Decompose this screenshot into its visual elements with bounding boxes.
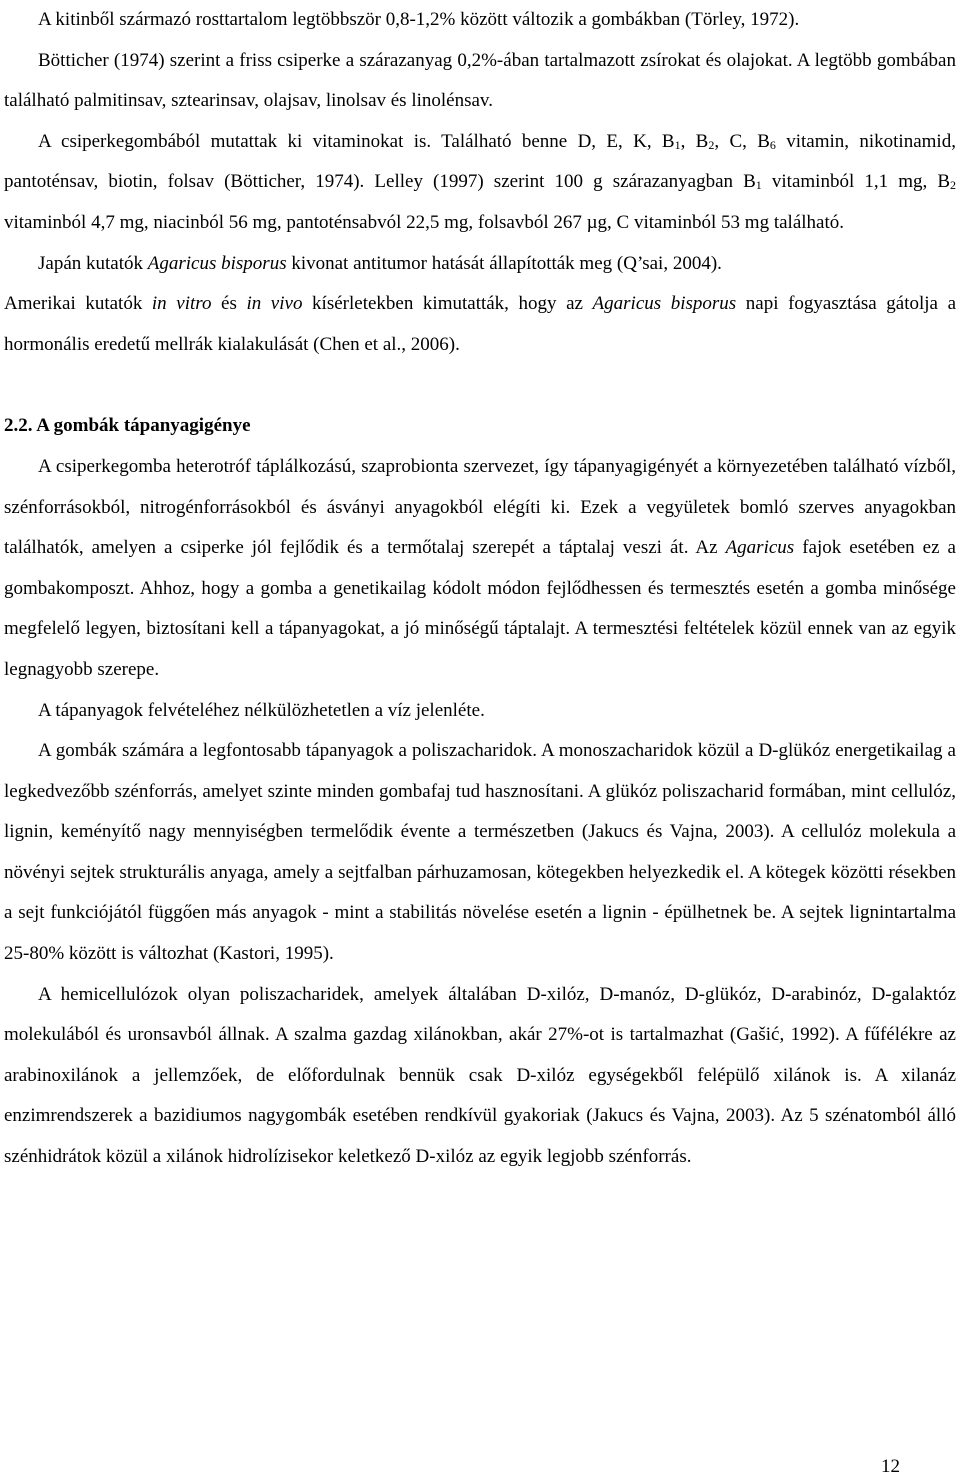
page-number: 12: [881, 1456, 900, 1477]
paragraph-antitumor: [4, 244, 956, 285]
text-run: A csiperkegombából mutattak ki vitaminokat is. Található benne D, E, K, B: [38, 130, 675, 152]
text-run: A csiperkegomba heterotróf táplálkozású, szaprobionta szervezet, így tápanyagigényét a környezetében található vízből, szénforrásokból, nitrogénforrásokból és ásványi anyagokból elégíti ki. Ezek a vegyületek bomló szerves anyagokban találhatók, amelyen a csiperke jól fejlődik és a termőtalaj szerepét a táptalaj veszi át. Az: [4, 455, 956, 559]
subscript: 2: [950, 178, 956, 193]
subscript: 1: [755, 178, 762, 193]
text-run: vitaminból 1,1 mg, B: [761, 171, 950, 193]
section-heading: 2.2. A gombák tápanyagigénye: [4, 415, 251, 437]
paragraph-nutrient-needs: [4, 447, 956, 691]
paragraph-breast-cancer-study: [4, 284, 956, 365]
paragraph-fat-content: Bötticher (1974) szerint a friss csiperke a szárazanyag 0,2%-ában tartalmazott zsírokat és olajokat. A legtöbb gombában található palmitinsav, sztearinsav, olajsav, linolsav és linolénsav.: [4, 49, 956, 112]
italic-term: in vivo: [246, 293, 303, 315]
text-run: Amerikai kutatók: [4, 293, 152, 315]
document-page: [4, 0, 956, 1178]
text-run: , C, B: [714, 130, 770, 152]
text-run: vitaminból 4,7 mg, niacinból 56 mg, pantoténsabvól 22,5 mg, folsavból 267 µg, C vitaminból 53 mg található.: [4, 211, 844, 233]
text-run: és: [211, 293, 247, 315]
italic-species-name: Agaricus bisporus: [592, 293, 737, 315]
paragraph-vitamins: [4, 122, 956, 244]
text-run: kivonat antitumor hatását állapították meg (Q’sai, 2004).: [286, 252, 722, 274]
paragraph-polysaccharides: A gombák számára a legfontosabb tápanyagok a poliszacharidok. A monoszacharidok közül a D-glükóz energetikailag a legkedvezőbb szénforrás, amelyet szinte minden gombafaj tud hasznosítani. A glükóz poliszacharid formában, mint cellulóz, lignin, keményítő nagy mennyiségben termelődik évente a természetben (Jakucs és Vajna, 2003). A cellulóz molekula a növényi sejtek strukturális anyaga, amely a sejtfalban párhuzamosan, kötegekben helyezkedik el. A kötegek közötti résekben a sejt funkciójától függően más anyagok - mint a stabilitás növelése esetén a lignin - épülhetnek be. A sejtek lignintartalma 25-80% között is változhat (Kastori, 1995).: [4, 740, 956, 965]
subscript: 2: [708, 137, 715, 152]
paragraph-fiber-content: A kitinből származó rosttartalom legtöbbször 0,8-1,2% között változik a gombákban (Törley, 1972).: [38, 9, 800, 30]
italic-genus-name: Agaricus: [725, 537, 795, 559]
text-run: vitamin, nikotinamid, pantoténsav, biotin, folsav (Bötticher, 1974). Lelley (1997) szerint 100 g szárazanyagban B: [4, 130, 956, 193]
text-run: , B: [680, 130, 709, 152]
subscript: 1: [674, 137, 681, 152]
italic-species-name: Agaricus bisporus: [147, 252, 287, 274]
text-run: Japán kutatók: [38, 252, 148, 274]
text-run: fajok esetében ez a gombakomposzt. Ahhoz, hogy a gomba a genetikailag kódolt módon fejlődhessen és termesztés esetén a gomba minősége megfelelő legyen, biztosítani kell a tápanyagokat, a jó minőségű táptalajt. A termesztési feltételek közül ennek van az egyik legnagyobb szerepe.: [4, 537, 956, 680]
text-run: kísérletekben kimutatták, hogy az: [302, 293, 593, 315]
paragraph-water: A tápanyagok felvételéhez nélkülözhetetlen a víz jelenléte.: [38, 699, 485, 721]
italic-term: in vitro: [151, 293, 212, 315]
paragraph-hemicellulose: A hemicellulózok olyan poliszacharidek, amelyek általában D-xilóz, D-manóz, D-glükóz, D-arabinóz, D-galaktóz molekulából és uronsavból állnak. A szalma gazdag xilánokban, akár 27%-ot is tartalmazhat (Gašić, 1992). A fűfélékre az arabinoxilánok a jellemzőek, de előfordulnak bennük csak D-xilóz egységekből felépülő xilánok is. A xilanáz enzimrendszerek a bazidiumos nagygombák esetében rendkívül gyakoriak (Jakucs és Vajna, 2003). Az 5 szénatomból álló szénhidrátok közül a xilánok hidrolízisekor keletkező D-xilóz az egyik legjobb szénforrás.: [4, 983, 956, 1168]
subscript: 6: [769, 137, 776, 152]
text-run: napi fogyasztása gátolja a hormonális eredetű mellrák kialakulását (Chen et al., 2006).: [4, 293, 956, 355]
